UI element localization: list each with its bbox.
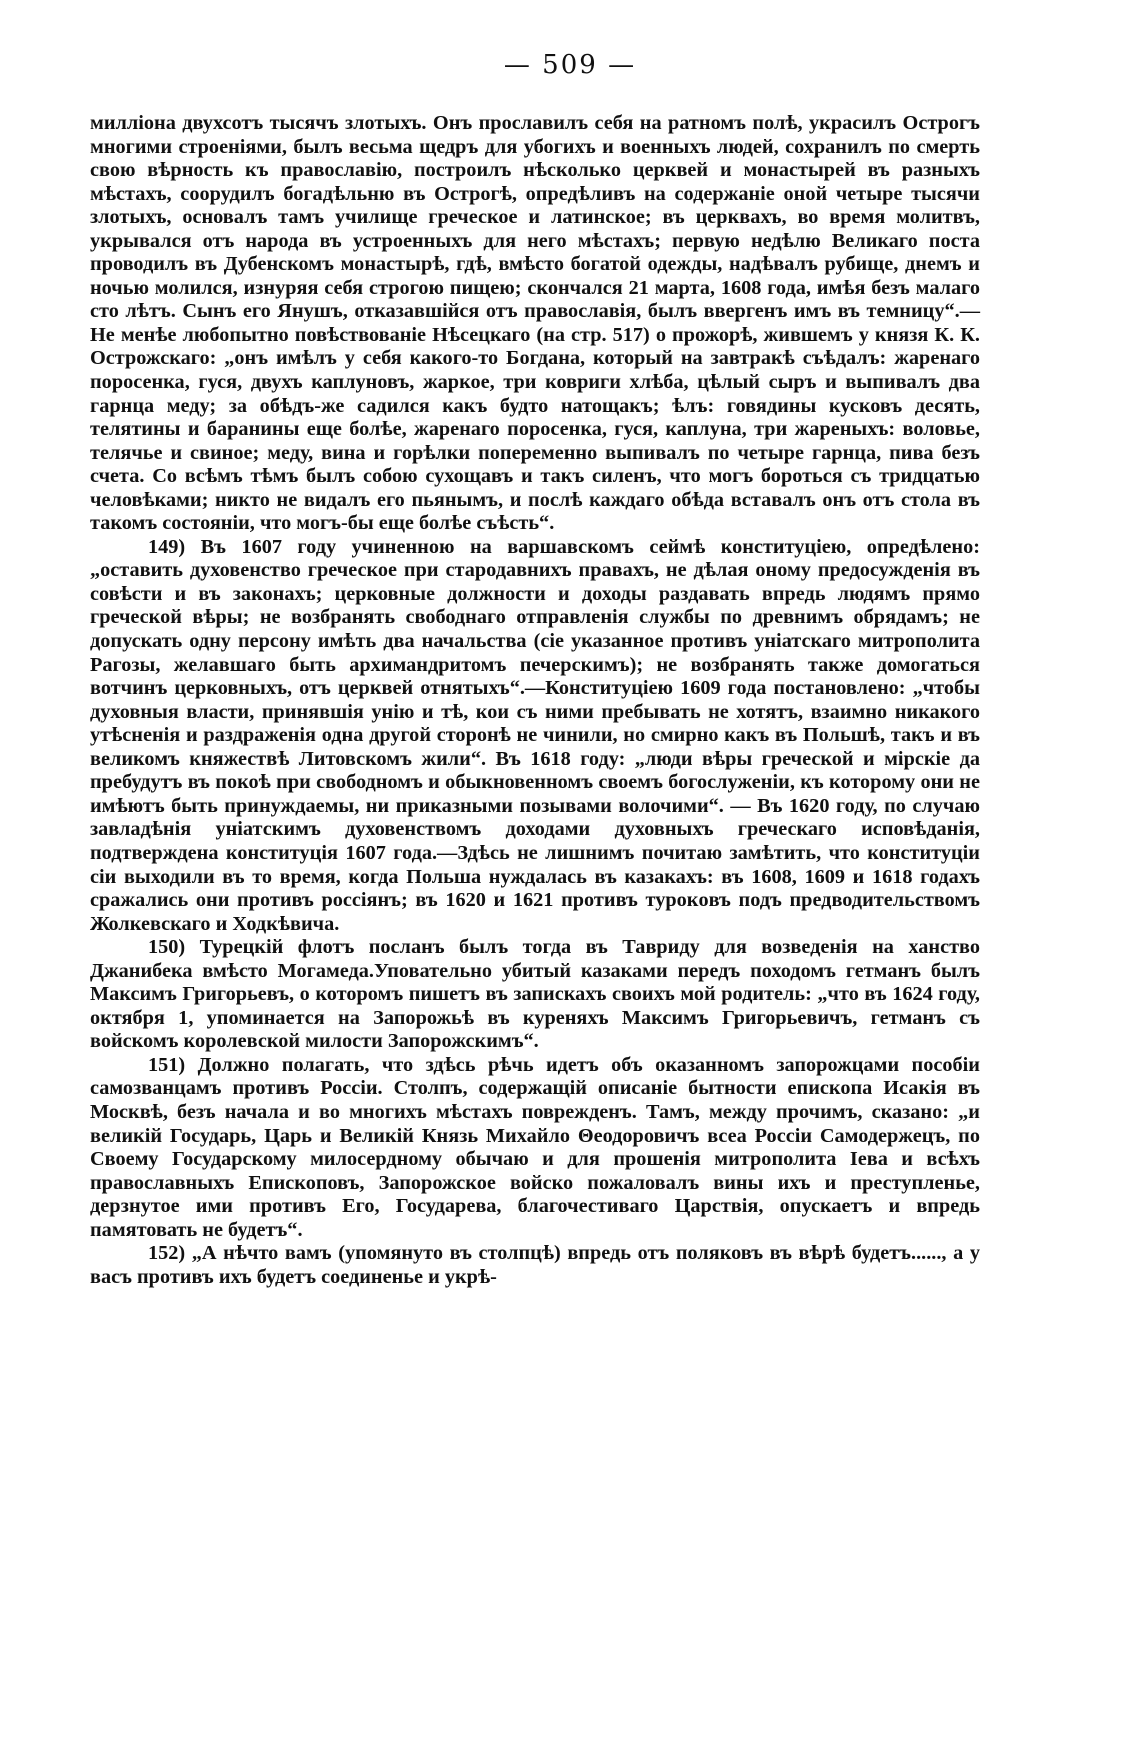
paragraph-continuation: миллiона двухсотъ тысячъ злотыхъ. Онъ прославилъ себя на ратномъ полѣ, украсилъ Острогъ многими строенiями, былъ весьма щедръ для убогихъ и военныхъ людей, сохранилъ по смерть свою вѣрность къ православiю, построилъ нѣсколько церквей и монастырей въ разныхъ мѣстахъ, соорудилъ богадѣльню въ Острогѣ, опредѣливъ на содержанiе оной четыре тысячи злотыхъ, основалъ тамъ училище греческое и латинское; въ церквахъ, во время молитвъ, укрывался отъ народа въ устроенныхъ для него мѣстахъ; первую недѣлю Великаго поста проводилъ въ Дубенскомъ монастырѣ, гдѣ, вмѣсто богатой одежды, надѣвалъ рубище, днемъ и ночью молился, изнуряя себя строгою пищею; скончался 21 марта, 1608 года, имѣя безъ малаго сто лѣтъ. Сынъ его Янушъ, отказавшiйся отъ православiя, былъ ввергенъ имъ въ темницу“.—Не менѣе любопытно повѣствованiе Нѣсецкаго (на стр. 517) о прожорѣ, жившемъ у князя К. К. Острожскаго: „онъ имѣлъ у себя какого-то Богдана, который на завтракѣ съѣдалъ: жаренаго поросенка, гуся, двухъ каплуновъ, жаркое, три ковриги хлѣба, цѣлый сыръ и выпивалъ два гарнца меду; за обѣдъ-же садился какъ будто натощакъ; ѣлъ: говядины кусковъ десять, телятины и баранины еще болѣе, жаренаго поросенка, гуся, каплуна, три жареныхъ: воловье, телячье и свиное; меду, вина и горѣлки попеременно выпивалъ по четыре гарнца, пива безъ счета. Со всѣмъ тѣмъ былъ собою сухощавъ и такъ силенъ, что могъ бороться съ тридцатью человѣками; никто не видалъ его пьянымъ, и послѣ каждаго обѣда вставалъ онъ отъ стола въ такомъ состоянiи, что могъ-бы еще болѣе съѣсть“. [90,112,980,535]
page-number: — 509 — [503,50,637,80]
paragraph-note-149: 149) Въ 1607 году учиненною на варшавскомъ сеймѣ конституцiею, опредѣлено: „оставить духовенство греческое при стародавнихъ правахъ, не дѣлая оному предосужденiя въ совѣсти и въ законахъ; церковные должности и доходы раздавать впредь людямъ прямо греческой вѣры; не возбранять свободнаго отправленiя службы по древнимъ обрядамъ; не допускать одну персону имѣть два начальства (сiе указанное противъ унiатскаго митрополита Рагозы, желавшаго быть архимандритомъ печерскимъ); не возбранять также домогаться вотчинъ церковныхъ, отъ церквей отнятыхъ“.—Конституцiею 1609 года постановлено: „чтобы духовныя власти, принявшiя унiю и тѣ, кои съ ними пребывать не хотятъ, взаимно никакого утѣсненiя и раздраженiя одна другой сторонѣ не чинили, но смирно какъ въ Польшѣ, такъ и въ великомъ княжествѣ Литовскомъ жили“. Въ 1618 году: „люди вѣры греческой и мiрскiе да пребудутъ въ покоѣ при свободномъ и обыкновенномъ своемъ богослуженiи, къ которому они не имѣютъ быть принуждаемы, ни приказными позывами волочими“. — Въ 1620 году, по случаю завладѣнiя унiатскимъ духовенствомъ доходами духовныхъ греческаго исповѣданiя, подтверждена конституцiя 1607 года.—Здѣсь не лишнимъ почитаю замѣтить, что конституцiи сiи выходили въ то время, когда Польша нуждалась въ казакахъ: въ 1608, 1609 и 1618 годахъ сражались они противъ россiянъ; въ 1620 и 1621 противъ турокoвъ подъ предводительствомъ Жолкевскаго и Ходкѣвича. [90,535,980,935]
main-text [90,112,980,1289]
paragraph-note-152: 152) „А нѣчто вамъ (упомянуто въ столпцѣ) впредь отъ поляковъ въ вѣрѣ будетъ......, а у васъ противъ ихъ будетъ соединенье и укрѣ- [90,1242,980,1288]
paragraph-note-150: 150) Турецкiй флотъ посланъ былъ тогда въ Тавриду для возведенiя на ханство Джанибека вмѣсто Могамеда.Уповательно убитый казаками передъ походомъ гетманъ былъ Максимъ Григорьевъ, о которомъ пишетъ въ запискахъ своихъ мой родитель: „что въ 1624 году, октября 1, упоминается на Запорожьѣ въ куреняхъ Максимъ Григорьевичъ, гетманъ съ войскомъ королевской милости Запорожскимъ“. [90,936,980,1053]
paragraph-note-151: 151) Должно полагать, что здѣсь рѣчь идетъ объ оказанномъ запорожцами пособiи самозванцамъ противъ Россiи. Столпъ, содержащiй описанiе бытности епископа Исакiя въ Москвѣ, безъ начала и во многихъ мѣстахъ поврежденъ. Тамъ, между прочимъ, сказано: „и великiй Государь, Царь и Великiй Князь Михайло Θеодоровичъ всеа Россiи Самодержецъ, по Своему Государскому милосердному обычаю и для прошенiя митрополита Iева и всѣхъ православныхъ Епископовъ, Запорожское войско пожаловалъ вины ихъ и преступленье, дерзнутое ими противъ Его, Государева, благочестиваго Царствiя, опускаетъ и впредь памятовать не будетъ“. [90,1053,980,1241]
